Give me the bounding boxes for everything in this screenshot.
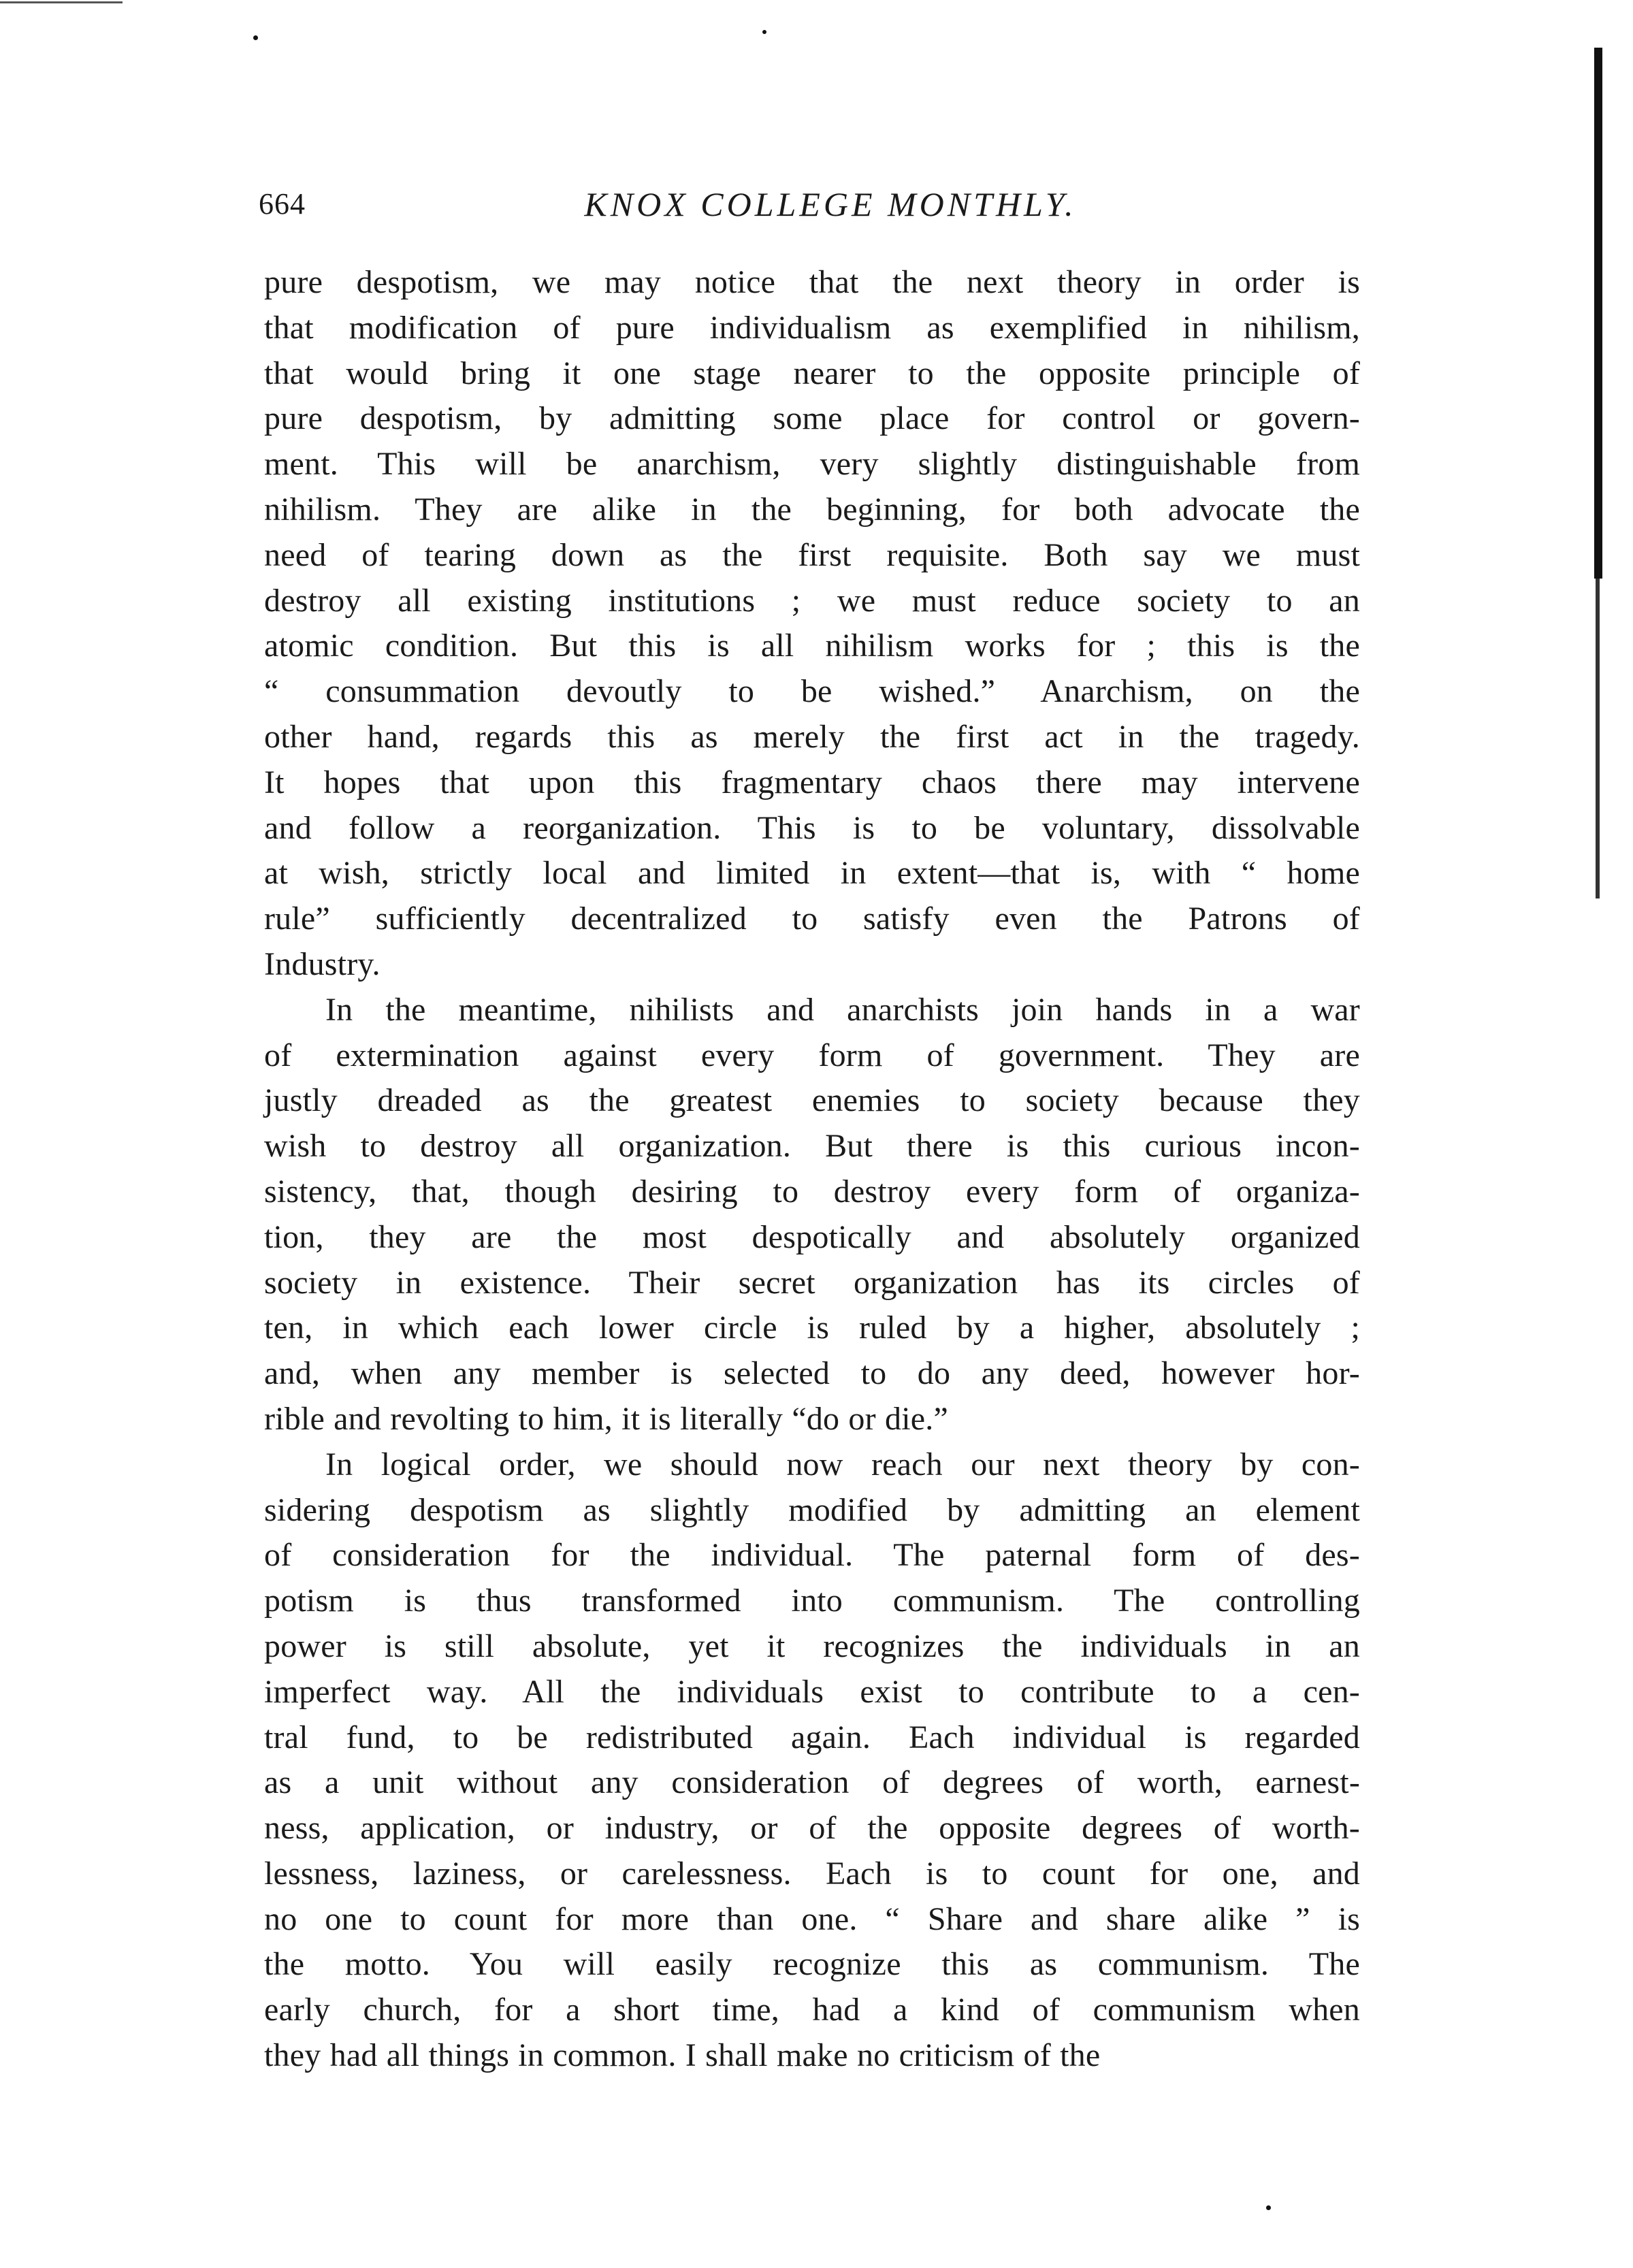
scan-speck <box>762 30 766 34</box>
text-line: that modification of pure individualism as exemplified in nihilism, <box>264 309 1360 346</box>
paragraph <box>264 988 1360 1442</box>
text-line: rible and revolting to him, it is literally “do or die.” <box>264 1400 948 1437</box>
text-line: sidering despotism as slightly modified by admitting an element <box>264 1491 1360 1528</box>
scan-right-margin-bar-lower <box>1596 579 1600 898</box>
text-line: tral fund, to be redistributed again. Each individual is regarded <box>264 1719 1360 1755</box>
text-line: as a unit without any consideration of degrees of worth, earnest- <box>264 1764 1360 1801</box>
text-line: ten, in which each lower circle is ruled by a higher, absolutely ; <box>264 1310 1360 1346</box>
text-line: justly dreaded as the greatest enemies to society because they <box>264 1082 1360 1119</box>
text-line: wish to destroy all organization. But there is this curious incon- <box>264 1128 1360 1165</box>
paragraph <box>264 1442 1360 2079</box>
scan-speck <box>253 35 258 40</box>
text-line: In logical order, we should now reach our next theory by con- <box>325 1446 1360 1483</box>
text-line: that would bring it one stage nearer to the opposite principle of <box>264 355 1360 391</box>
text-line: they had all things in common. I shall make no criticism of the <box>264 2037 1101 2074</box>
text-line: need of tearing down as the first requisite. Both say we must <box>264 536 1360 573</box>
text-line: ness, application, or industry, or of the opposite degrees of worth- <box>264 1810 1360 1847</box>
page-header <box>259 182 1361 231</box>
page-number: 664 <box>259 187 306 221</box>
text-line: nihilism. They are alike in the beginning, for both advocate the <box>264 491 1360 528</box>
scan-right-margin-bar <box>1594 48 1602 579</box>
text-line: tion, they are the most despotically and absolutely organized <box>264 1218 1360 1255</box>
text-line: the motto. You will easily recognize this as communism. The <box>264 1946 1360 1983</box>
article-body <box>264 260 1360 2079</box>
text-line: at wish, strictly local and limited in extent—that is, with “ home <box>264 855 1360 892</box>
text-line: and, when any member is selected to do any deed, however hor- <box>264 1355 1360 1392</box>
text-line: It hopes that upon this fragmentary chaos there may intervene <box>264 764 1360 800</box>
text-line: and follow a reorganization. This is to be voluntary, dissolvable <box>264 809 1360 846</box>
text-line: pure despotism, we may notice that the next theory in order is <box>264 264 1360 300</box>
text-line: of consideration for the individual. The paternal form of des- <box>264 1537 1360 1574</box>
text-line: sistency, that, though desiring to destroy every form of organiza- <box>264 1173 1360 1210</box>
text-line: In the meantime, nihilists and anarchists join hands in a war <box>325 991 1360 1028</box>
scan-speck <box>1266 2205 1271 2210</box>
text-line: other hand, regards this as merely the first act in the tragedy. <box>264 718 1360 755</box>
text-line: potism is thus transformed into communism. The controlling <box>264 1583 1360 1619</box>
text-line: pure despotism, by admitting some place for control or govern- <box>264 400 1360 437</box>
text-line: imperfect way. All the individuals exist to contribute to a cen- <box>264 1673 1360 1710</box>
scan-edge-line <box>0 1 123 3</box>
text-line: “ consummation devoutly to be wished.” Anarchism, on the <box>264 673 1360 710</box>
running-title: KNOX COLLEGE MONTHLY. <box>584 185 1077 223</box>
text-line: destroy all existing institutions ; we must reduce society to an <box>264 582 1360 619</box>
text-line: no one to count for more than one. “ Share and share alike ” is <box>264 1900 1360 1937</box>
text-line: ment. This will be anarchism, very slightly distinguishable from <box>264 446 1360 483</box>
text-line: early church, for a short time, had a kind of communism when <box>264 1992 1360 2028</box>
text-line: atomic condition. But this is all nihilism works for ; this is the <box>264 628 1360 664</box>
text-line: rule” sufficiently decentralized to satisfy even the Patrons of <box>264 901 1360 937</box>
text-line: power is still absolute, yet it recognizes the individuals in an <box>264 1627 1360 1664</box>
text-line: Industry. <box>264 945 381 982</box>
text-line: of extermination against every form of government. They are <box>264 1037 1360 1073</box>
paragraph <box>264 260 1360 988</box>
text-line: society in existence. Their secret organization has its circles of <box>264 1264 1360 1301</box>
text-line: lessness, laziness, or carelessness. Each is to count for one, and <box>264 1855 1360 1892</box>
